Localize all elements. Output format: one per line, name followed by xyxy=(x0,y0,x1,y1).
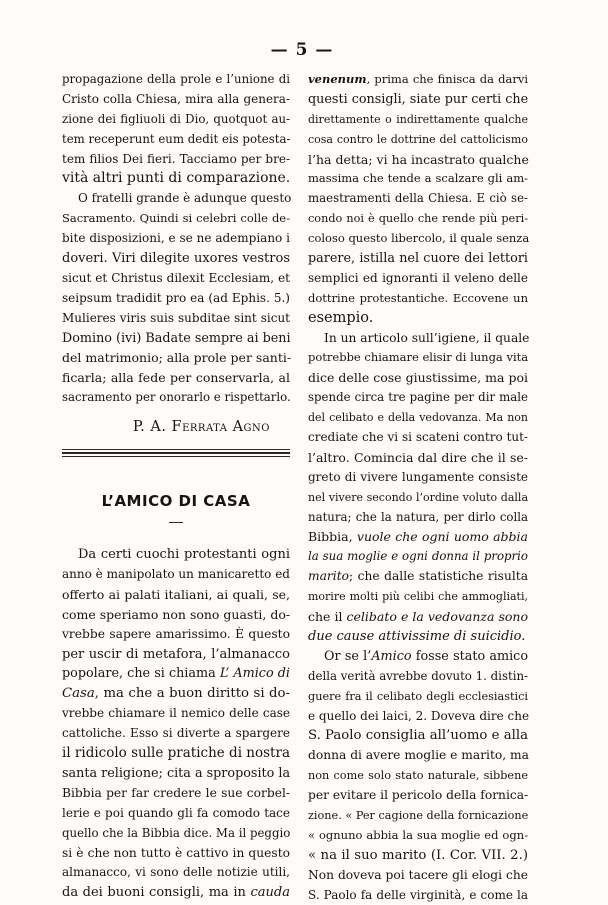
text-line: Domino (ivi) Badate sempre ai beni xyxy=(62,330,291,346)
text-line: ficarla; alla fede per conservarla, al xyxy=(62,370,290,386)
text-line: offerto ai palati italiani, ai quali, se, xyxy=(62,586,290,602)
text-line: greto di vivere lungamente consiste xyxy=(308,469,528,484)
paragraph xyxy=(308,647,528,905)
text-line: morire molti più celibi che ammogliati, xyxy=(308,590,528,604)
text-line: bite disposizioni, e se ne adempiano i xyxy=(62,231,290,246)
text-line: coloso questo libercolo, il quale senza xyxy=(308,231,530,246)
text-line: Casa, ma che a buon diritto si do- xyxy=(62,686,290,702)
text-line: per uscir di metafora, l’almanacco xyxy=(62,646,290,662)
paragraph xyxy=(308,70,528,329)
text-line: sicut et Christus dilexit Ecclesiam, et xyxy=(62,270,290,285)
text-line: Cristo colla Chiesa, mira alla genera- xyxy=(62,91,290,106)
text-line: quello che la Bibbia dice. Ma il peggio xyxy=(62,825,291,840)
text-line: sacramento per onorarlo e rispettarlo. xyxy=(62,390,291,405)
text-line: marito; che dalle statistiche risulta xyxy=(308,569,528,584)
text-line: che il celibato e la vedovanza sono xyxy=(308,609,528,625)
text-line: due cause attivissime di suicidio. xyxy=(308,628,526,644)
text-line: O fratelli grande è adunque questo xyxy=(78,191,292,206)
text-line: anno è manipolato un manicaretto ed xyxy=(62,567,290,582)
text-line: seipsum tradidit pro ea (ad Ephis. 5.) xyxy=(62,290,290,305)
text-line: non come solo stato naturale, sibbene xyxy=(308,769,528,783)
text-line: Non doveva poi tacere gli elogi che xyxy=(308,867,528,882)
text-line: semplici ed ignoranti il veleno delle xyxy=(308,270,528,285)
author-byline: P. A. Ferrata Agno xyxy=(132,419,270,436)
text-line: del celibato e della vedovanza. Ma non xyxy=(308,411,528,425)
text-line: da dei buoni consigli, ma in cauda xyxy=(62,885,290,901)
text-line: Sacramento. Quindi si celebri colle de- xyxy=(62,211,290,226)
text-line: l’ha detta; vi ha incastrato qualche xyxy=(308,151,529,167)
text-line: S. Paolo consiglia all’uomo e alla xyxy=(308,728,528,744)
text-line: Bibbia, vuole che ogni uomo abbia xyxy=(308,529,528,545)
text-line: Bibbia per far credere le sue corbel- xyxy=(62,785,290,800)
text-line: della verità avrebbe dovuto 1. distin- xyxy=(308,668,528,683)
text-line: guere fra il celibato degli ecclesiastici xyxy=(308,689,528,703)
text-line: crediate che vi si scateni contro tut- xyxy=(308,430,528,445)
text-line: Da certi cuochi protestanti ogni xyxy=(78,547,290,563)
text-line: dice delle cose giustissime, ma poi xyxy=(308,370,528,386)
text-line: « na il suo marito (I. Cor. VII. 2.) xyxy=(308,847,528,863)
text-line: come speriamo non sono guasti, do- xyxy=(62,606,291,622)
text-line: l’altro. Comincia dal dire che il se- xyxy=(308,449,528,465)
text-line: condo noi è quello che rende più peri- xyxy=(308,212,528,226)
text-line: zione. « Per cagione della fornicazione xyxy=(308,808,529,822)
text-line: In un articolo sull’igiene, il quale xyxy=(324,330,530,345)
text-line: si è che non tutto è cattivo in questo xyxy=(62,845,290,860)
text-line: maestramenti della Chiesa. E ciò se- xyxy=(308,191,528,206)
text-line: direttamente o indirettamente qualche xyxy=(308,112,528,126)
section-separator xyxy=(62,448,290,458)
text-line: dottrine protestantiche. Eccovene un xyxy=(308,290,528,305)
paragraph xyxy=(308,329,528,647)
left-column xyxy=(62,70,290,903)
text-line: cattoliche. Esso si diverte a spargere xyxy=(62,726,290,741)
paragraph xyxy=(62,189,290,408)
text-line: zione dei figliuoli di Dio, quotquot au- xyxy=(62,111,290,126)
text-line: popolare, che si chiama L’ Amico di xyxy=(62,666,290,682)
text-line: santa religione; cita a sproposito la xyxy=(62,765,291,781)
text-line: vrebbe sapere amarissimo. È questo xyxy=(62,626,290,641)
page-number: — 5 — xyxy=(270,40,334,60)
text-line: lerie e poi quando gli fa comodo tace xyxy=(62,805,290,820)
text-line: vità altri punti di comparazione. xyxy=(62,170,291,187)
text-line: parere, istilla nel cuore dei lettori xyxy=(308,251,528,267)
text-line: donna di avere moglie e marito, ma xyxy=(308,748,529,763)
text-line: « ognuno abbia la sua moglie ed ogn- xyxy=(308,827,528,842)
paragraph xyxy=(62,70,290,189)
text-line: propagazione della prole e l’unione di xyxy=(62,72,290,86)
text-line: esempio. xyxy=(308,309,374,326)
text-line: venenum, prima che finisca da darvi xyxy=(308,72,528,86)
text-line: tem receperunt eum dedit eis potesta- xyxy=(62,131,291,146)
text-line: potrebbe chiamare elisir di lunga vita xyxy=(308,350,529,365)
text-line: per evitare il pericolo della fornica- xyxy=(308,788,529,803)
text-line: vrebbe chiamare il nemico delle case xyxy=(62,706,290,721)
text-line: la sua moglie e ogni donna il proprio xyxy=(308,549,528,564)
text-line: tem filios Dei fieri. Tacciamo per bre- xyxy=(62,151,290,166)
text-line: spende circa tre pagine per dir male xyxy=(308,390,528,405)
article-title: L’AMICO DI CASA xyxy=(101,492,251,511)
text-line: S. Paolo fa delle virginità, e come la xyxy=(308,887,528,902)
right-column xyxy=(308,70,528,905)
text-line: nel vivere secondo l’ordine voluto dalla xyxy=(308,490,528,504)
text-line: Or se l’Amico fosse stato amico xyxy=(324,648,529,664)
text-line: almanacco, vi sono delle notizie utili, xyxy=(62,865,290,880)
paragraph xyxy=(62,545,290,903)
text-line: natura; che la natura, per dirlo colla xyxy=(308,509,528,524)
text-line: cosa contro le dottrine del cattolicismo xyxy=(308,132,528,146)
text-line: e quello dei laici, 2. Doveva dire che xyxy=(308,708,530,723)
text-line: doveri. Viri dilegite uxores vestros xyxy=(62,251,290,267)
text-line: del matrimonio; alla prole per santi- xyxy=(62,350,292,366)
text-line: Mulieres viris suis subditae sint sicut xyxy=(62,310,290,325)
text-line: questi consigli, siate pur certi che xyxy=(308,91,529,107)
text-line: massima che tende a scalzare gli am- xyxy=(308,171,528,186)
text-line: il ridicolo sulle pratiche di nostra xyxy=(62,745,290,762)
